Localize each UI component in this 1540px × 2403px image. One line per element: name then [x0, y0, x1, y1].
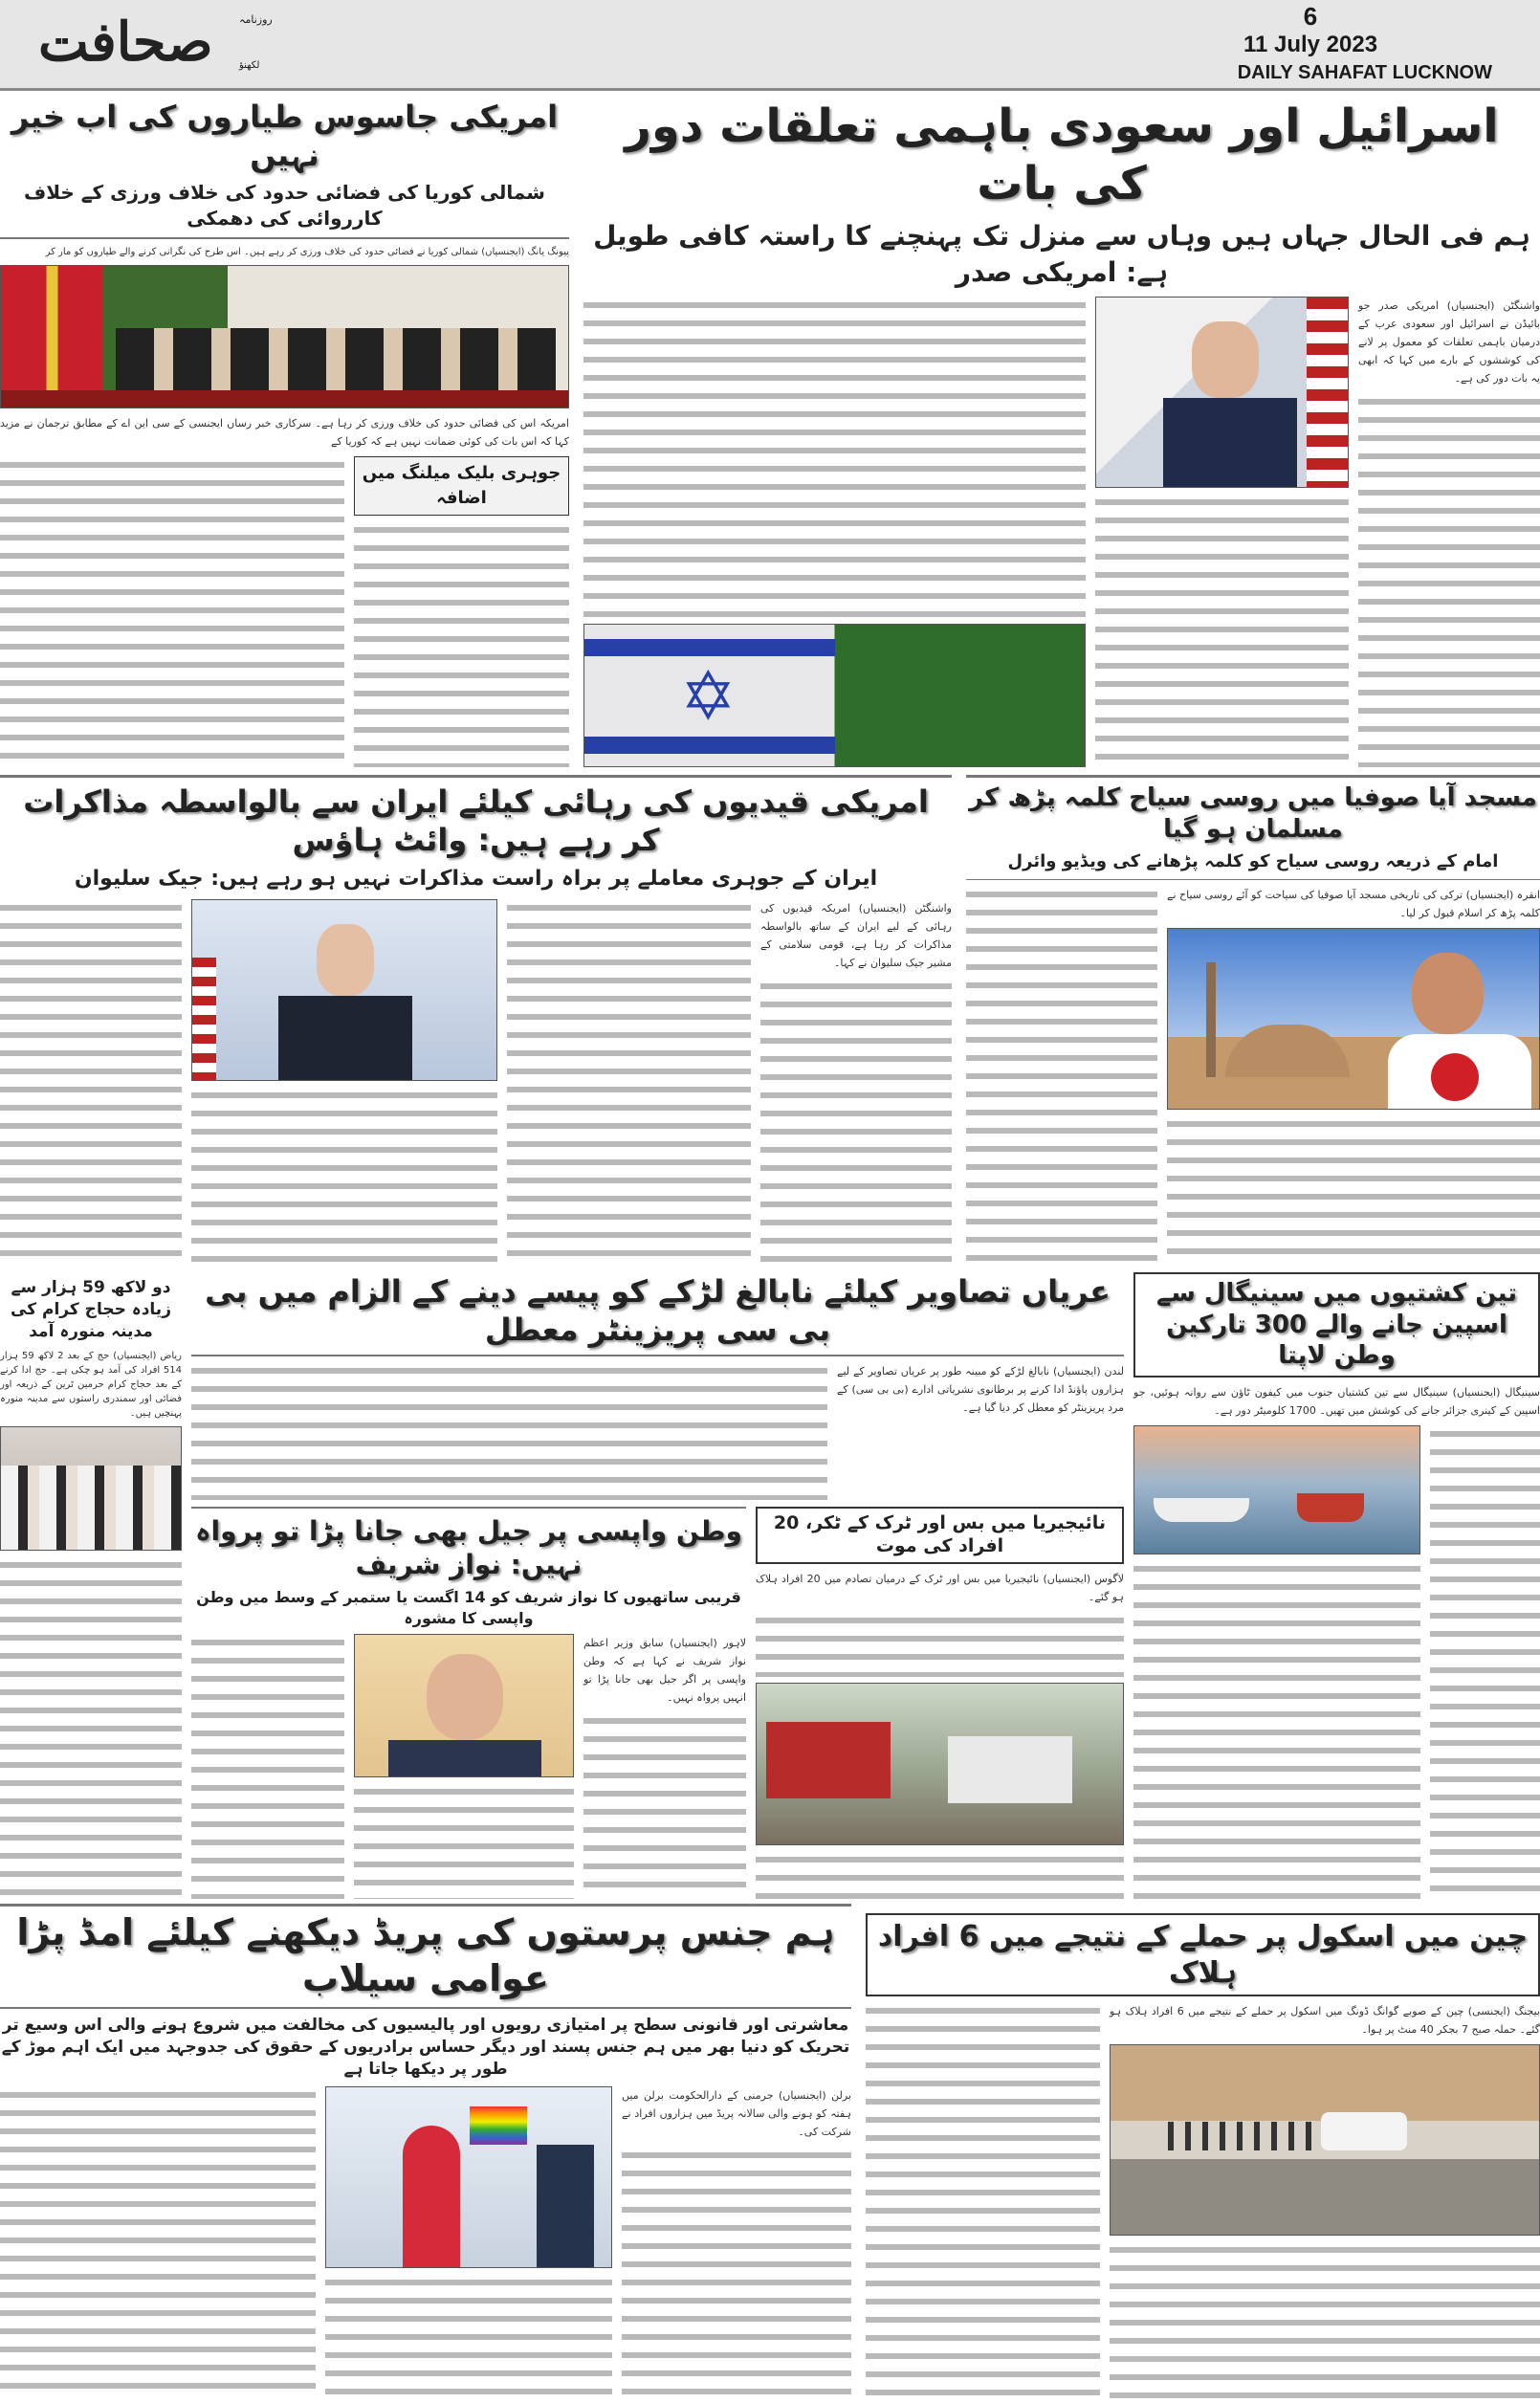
article-body: لاہور (ایجنسیاں) سابق وزیر اعظم نواز شریف نے کہا ہے کہ وطن واپسی پر اگر جیل بھی جانا پڑا تو انہیں پرواہ نہیں۔ — [583, 1637, 746, 1705]
article-body-columns — [325, 2274, 612, 2398]
article-body-columns — [622, 2147, 851, 2398]
paper-name: DAILY SAHAFAT LUCKNOW — [1237, 62, 1492, 83]
article-hajj — [0, 1277, 182, 1899]
logo-city: لکھنؤ — [239, 60, 260, 71]
article-body: امریکہ اس کی فضائی حدود کی خلاف ورزی کر رہا ہے۔ سرکاری خبر رساں ایجنسی کے سی این اے کے مطابق ترجمان نے مزید کہا کہ اس بات کی کوئی ضمانت نہیں ہے کہ کوریا کے — [0, 417, 569, 448]
article-body-columns — [966, 886, 1157, 1266]
jake-sullivan-photo — [191, 899, 497, 1081]
subheadline: ہم فی الحال جہاں ہیں وہاں سے منزل تک پہنچنے کا راستہ کافی طویل ہے: امریکی صدر — [593, 220, 1530, 288]
article-body-columns — [191, 1634, 344, 1899]
divider — [191, 1507, 746, 1509]
divider — [0, 775, 952, 778]
china-school-attack-photo — [1110, 2044, 1540, 2236]
article-body: لندن (ایجنسیاں) نابالغ لڑکے کو مبینہ طور پر عریاں تصاویر کے لیے ہزاروں پاؤنڈ ادا کرنے پر برطانوی نشریاتی ادارے (بی بی سی) کے مرد پریزینٹر کو معطل کر دیا گیا ہے۔ — [837, 1365, 1124, 1414]
article-spy-planes — [0, 98, 569, 767]
subheadline: معاشرتی اور قانونی سطح پر امتیازی رویوں اور پالیسیوں کی مخالفت میں شروع ہونے والی اس وسیع تر تحریک کو دنیا بھر میں ہم جنس پسند اور دیگر حساس برادریوں کے حقوق کی جدوجہد میں ایک اہم موڑ کے طور پر دیکھا جاتا ہے — [1, 2016, 850, 2079]
inset-headline: جوہری بلیک میلنگ میں اضافہ — [354, 456, 569, 516]
article-body: انقرہ (ایجنسیاں) ترکی کی تاریخی مسجد آیا صوفیا کی سیاحت کو آئے روسی سیاح نے کلمہ پڑھ کر اسلام قبول کر لیا۔ — [1167, 889, 1540, 920]
article-senegal — [1133, 1272, 1540, 1899]
issue-date: 11 July 2023 — [1243, 32, 1378, 57]
headline: تین کشتیوں میں سینیگال سے اسپین جانے والے 300 تارکین وطن لاپتا — [1133, 1272, 1540, 1378]
article-body-columns — [0, 1556, 182, 1899]
israel-saudi-flags-image — [583, 624, 1086, 767]
divider — [191, 1355, 1124, 1356]
article-body-columns — [354, 521, 569, 767]
article-body: بیجنگ (ایجنسی) چین کے صوبے گوانگ ڈونگ میں اسکول پر حملے کے نتیجے میں 6 افراد ہلاک ہو گئے۔ حملہ صبح 7 بجکر 40 منٹ پر ہوا۔ — [1110, 2005, 1540, 2036]
article-body-columns — [1095, 494, 1349, 767]
pride-parade-photo — [325, 2086, 612, 2268]
newspaper-logo: صحافت — [38, 11, 213, 74]
hagia-sophia-photo — [1167, 928, 1540, 1110]
article-body-columns — [191, 1087, 497, 1266]
article-body-columns — [354, 1783, 574, 1899]
article-body-columns — [0, 899, 182, 1266]
migrant-boats-photo — [1133, 1425, 1420, 1554]
article-body: برلن (ایجنسیاں) جرمنی کے دارالحکومت برلن میں ہفتہ کو ہونے والی سالانہ پریڈ میں ہزاروں افراد نے شرکت کی۔ — [622, 2088, 851, 2138]
article-israel-saudi — [583, 98, 1540, 767]
article-body-columns — [866, 2002, 1100, 2398]
headline: چین میں اسکول پر حملے کے نتیجے میں 6 افراد ہلاک — [866, 1913, 1540, 1996]
article-body-columns — [0, 2086, 316, 2398]
headline: اسرائیل اور سعودی باہمی تعلقات دور کی بات — [625, 99, 1499, 210]
divider — [966, 775, 1540, 778]
subheadline: امام کے ذریعہ روسی سیاح کو کلمہ پڑھانے کی ویڈیو وائرل — [1007, 851, 1499, 871]
article-body-columns — [1430, 1425, 1540, 1900]
article-china-school-attack — [866, 1913, 1540, 2398]
headline: مسجد آیا صوفیا میں روسی سیاح کلمہ پڑھ کر مسلمان ہو گیا — [969, 783, 1537, 844]
star-of-david-icon: ✡ — [680, 657, 737, 736]
article-body-columns — [756, 1851, 1124, 1899]
divider — [0, 237, 569, 239]
article-body: لاگوس (ایجنسیاں) نائیجیریا میں بس اور ٹرک کے درمیان تصادم میں 20 افراد ہلاک ہو گئے۔ — [756, 1572, 1124, 1603]
article-body-columns — [1167, 1115, 1540, 1266]
headline: نائیجیریا میں بس اور ٹرک کے ٹکر، 20 افراد کی موت — [756, 1507, 1124, 1564]
headline: دو لاکھ 59 ہزار سے زیادہ حجاج کرام کی مدینہ منورہ آمد — [11, 1278, 171, 1341]
hajj-pilgrims-photo — [0, 1426, 182, 1551]
nawaz-sharif-photo — [354, 1634, 574, 1777]
article-hagia-sophia — [966, 783, 1540, 1266]
article-body-columns — [507, 899, 751, 1266]
article-body: ریاض (ایجنسیاں) حج کے بعد 2 لاکھ 59 ہزار 514 افراد کی آمد ہو چکی ہے۔ حج ادا کرنے کے بعد حجاج کرام حرمین ٹرین کے ذریعہ اور فضائی اور سمندری راستوں سے مدینہ منورہ پہنچیں ہیں۔ — [0, 1350, 183, 1419]
headline: امریکی قیدیوں کی رہائی کیلئے ایران سے بالواسطہ مذاکرات کر رہے ہیں: وائٹ ہاؤس — [23, 783, 929, 858]
article-bbc — [191, 1272, 1124, 1500]
headline: عریاں تصاویر کیلئے نابالغ لڑکے کو پیسے دینے کے الزام میں بی بی سی پریزینٹر معطل — [205, 1273, 1111, 1348]
article-body-columns — [1110, 2241, 1540, 2398]
article-body-columns — [583, 297, 1086, 618]
headline: ہم جنس پرستوں کی پریڈ دیکھنے کیلئے امڈ پڑا عوامی سیلاب — [16, 1911, 835, 1999]
headline: وطن واپسی پر جیل بھی جانا پڑا تو پرواہ نہیں: نواز شریف — [195, 1515, 742, 1580]
article-body: واشنگٹن (ایجنسیاں) امریکہ قیدیوں کی رہائی کے لیے ایران کے ساتھ بالواسطہ مذاکرات کر رہا ہے، قومی سلامتی کے مشیر جیک سلیوان نے کہا۔ — [760, 901, 952, 969]
north-korea-meeting-photo — [0, 265, 569, 408]
article-body-columns — [756, 1612, 1124, 1678]
divider — [0, 1904, 851, 1907]
article-body-columns — [1358, 393, 1540, 767]
masthead — [0, 0, 1540, 91]
divider — [0, 2007, 851, 2009]
photo-caption: پیونگ یانگ (ایجنسیاں) شمالی کوریا نے فضائی حدود کی خلاف ورزی کر رہے ہیں۔ اس طرح کی نگرانی کرنے والے طیاروں کو مار کر — [45, 247, 569, 257]
bus-truck-crash-photo — [756, 1683, 1124, 1845]
biden-photo — [1095, 297, 1349, 488]
article-body-columns — [583, 1712, 746, 1899]
article-body-columns — [191, 1362, 827, 1500]
article-pride-parade — [0, 1910, 851, 2398]
article-body: واشنگٹن (ایجنسیاں) امریکی صدر جو بائیڈن نے اسرائیل اور سعودی عرب کے درمیان باہمی تعلقات کو معمول پر لانے کی کوششوں کے بارے میں کہا کہ ابھی یہ بات دور کی ہے۔ — [1358, 298, 1540, 385]
article-body-columns — [0, 456, 344, 767]
subheadline: شمالی کوریا کی فضائی حدود کی خلاف ورزی کے خلاف کارروائی کی دھمکی — [24, 181, 545, 230]
article-body: سینیگال (ایجنسیاں) سینیگال سے تین کشتیاں جنوب میں کیفون ٹاؤن سے روانہ ہوئیں، جو اسپین کے کینری جزائر جانے کی کوشش میں تھیں۔ 1700 کلومیٹر دور ہے۔ — [1133, 1385, 1540, 1417]
headline: امریکی جاسوس طیاروں کی اب خیر نہیں — [11, 99, 559, 173]
article-body-columns — [1133, 1560, 1420, 1900]
article-body-columns — [760, 978, 952, 1266]
logo-tagline: روزنامہ — [239, 13, 273, 26]
page-number: 6 — [1303, 2, 1318, 31]
article-nawaz-sharif — [191, 1507, 746, 1899]
article-iran — [0, 783, 952, 1266]
article-nigeria — [756, 1507, 1124, 1899]
divider — [966, 879, 1540, 880]
subheadline: ایران کے جوہری معاملے پر براہ راست مذاکرات نہیں ہو رہے ہیں: جیک سلیوان — [74, 867, 878, 891]
subheadline: قریبی ساتھیوں کا نواز شریف کو 14 اگست یا ستمبر کے وسط میں وطن واپسی کا مشورہ — [196, 1588, 741, 1627]
